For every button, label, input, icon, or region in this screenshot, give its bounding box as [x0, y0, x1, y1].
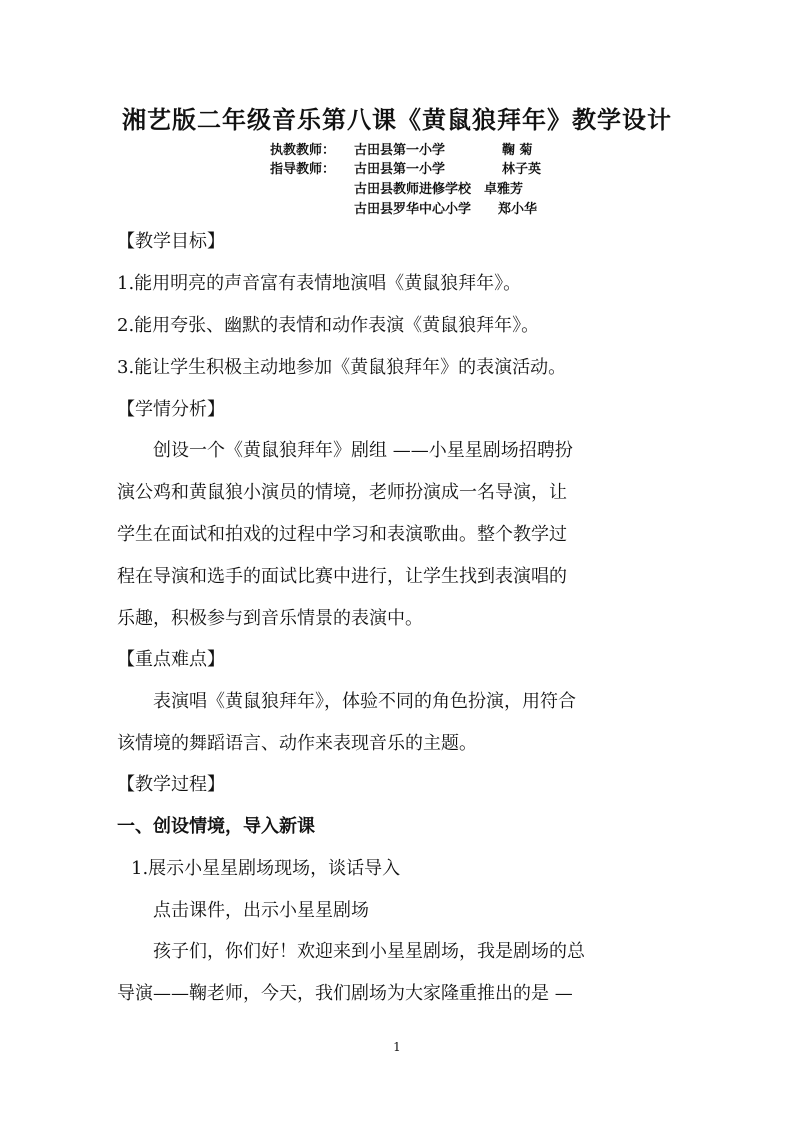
- step1-detail: 点击课件，出示小星星剧场: [153, 900, 369, 921]
- dialog-line: 孩子们，你们好！欢迎来到小星星剧场，我是剧场的总: [153, 941, 585, 962]
- dialog-line: 导演——鞠老师，今天，我们剧场为大家隆重推出的是 —: [117, 983, 573, 1004]
- key-heading: 【重点难点】: [117, 649, 225, 670]
- analysis-line: 演公鸡和黄鼠狼小演员的情境，老师扮演成一名导演，让: [117, 482, 567, 503]
- key-line: 该情境的舞蹈语言、动作来表现音乐的主题。: [117, 733, 477, 754]
- process-heading: 【教学过程】: [117, 774, 225, 795]
- goal-item: 2.能用夸张、幽默的表情和动作表演《黄鼠狼拜年》。: [117, 315, 540, 336]
- part1-heading: 一、创设情境，导入新课: [117, 816, 315, 837]
- teacher-credit: [270, 141, 533, 161]
- analysis-line: 乐趣，积极参与到音乐情景的表演中。: [117, 608, 423, 629]
- advisor-name: 郑小华: [498, 202, 538, 217]
- goal-item: 3.能让学生积极主动地参加《黄鼠狼拜年》的表演活动。: [117, 357, 567, 378]
- advisor-school: 古田县教师进修学校: [354, 182, 472, 197]
- advisor-credit-3: [354, 200, 537, 220]
- teacher-name: 鞠 菊: [502, 143, 533, 158]
- advisor-school: 古田县第一小学: [354, 162, 446, 177]
- key-line: 表演唱《黄鼠狼拜年》，体验不同的角色扮演，用符合: [153, 691, 576, 712]
- advisor-credit-1: [270, 160, 541, 180]
- goal-item: 1.能用明亮的声音富有表情地演唱《黄鼠狼拜年》。: [117, 273, 522, 294]
- analysis-heading: 【学情分析】: [117, 399, 225, 420]
- advisor-credit-2: [354, 180, 523, 200]
- advisor-label: 指导教师：: [270, 162, 336, 177]
- advisor-name: 卓雅芳: [484, 182, 524, 197]
- analysis-line: 学生在面试和拍戏的过程中学习和表演歌曲。整个教学过: [117, 524, 567, 545]
- analysis-line: 程在导演和选手的面试比赛中进行，让学生找到表演唱的: [117, 566, 567, 587]
- document-title: 湘艺版二年级音乐第八课《黄鼠狼拜年》教学设计: [122, 105, 672, 134]
- teacher-school: 古田县第一小学: [354, 143, 446, 158]
- analysis-line: 创设一个《黄鼠狼拜年》剧组 ——小星星剧场招聘扮: [153, 440, 573, 461]
- step1-line: 1.展示小星星剧场现场，谈话导入: [131, 858, 401, 879]
- advisor-name: 林子英: [502, 162, 542, 177]
- goals-heading: 【教学目标】: [117, 231, 225, 252]
- page-number: 1: [393, 1040, 401, 1054]
- advisor-school: 古田县罗华中心小学: [354, 202, 472, 217]
- teacher-label: 执教教师：: [270, 143, 336, 158]
